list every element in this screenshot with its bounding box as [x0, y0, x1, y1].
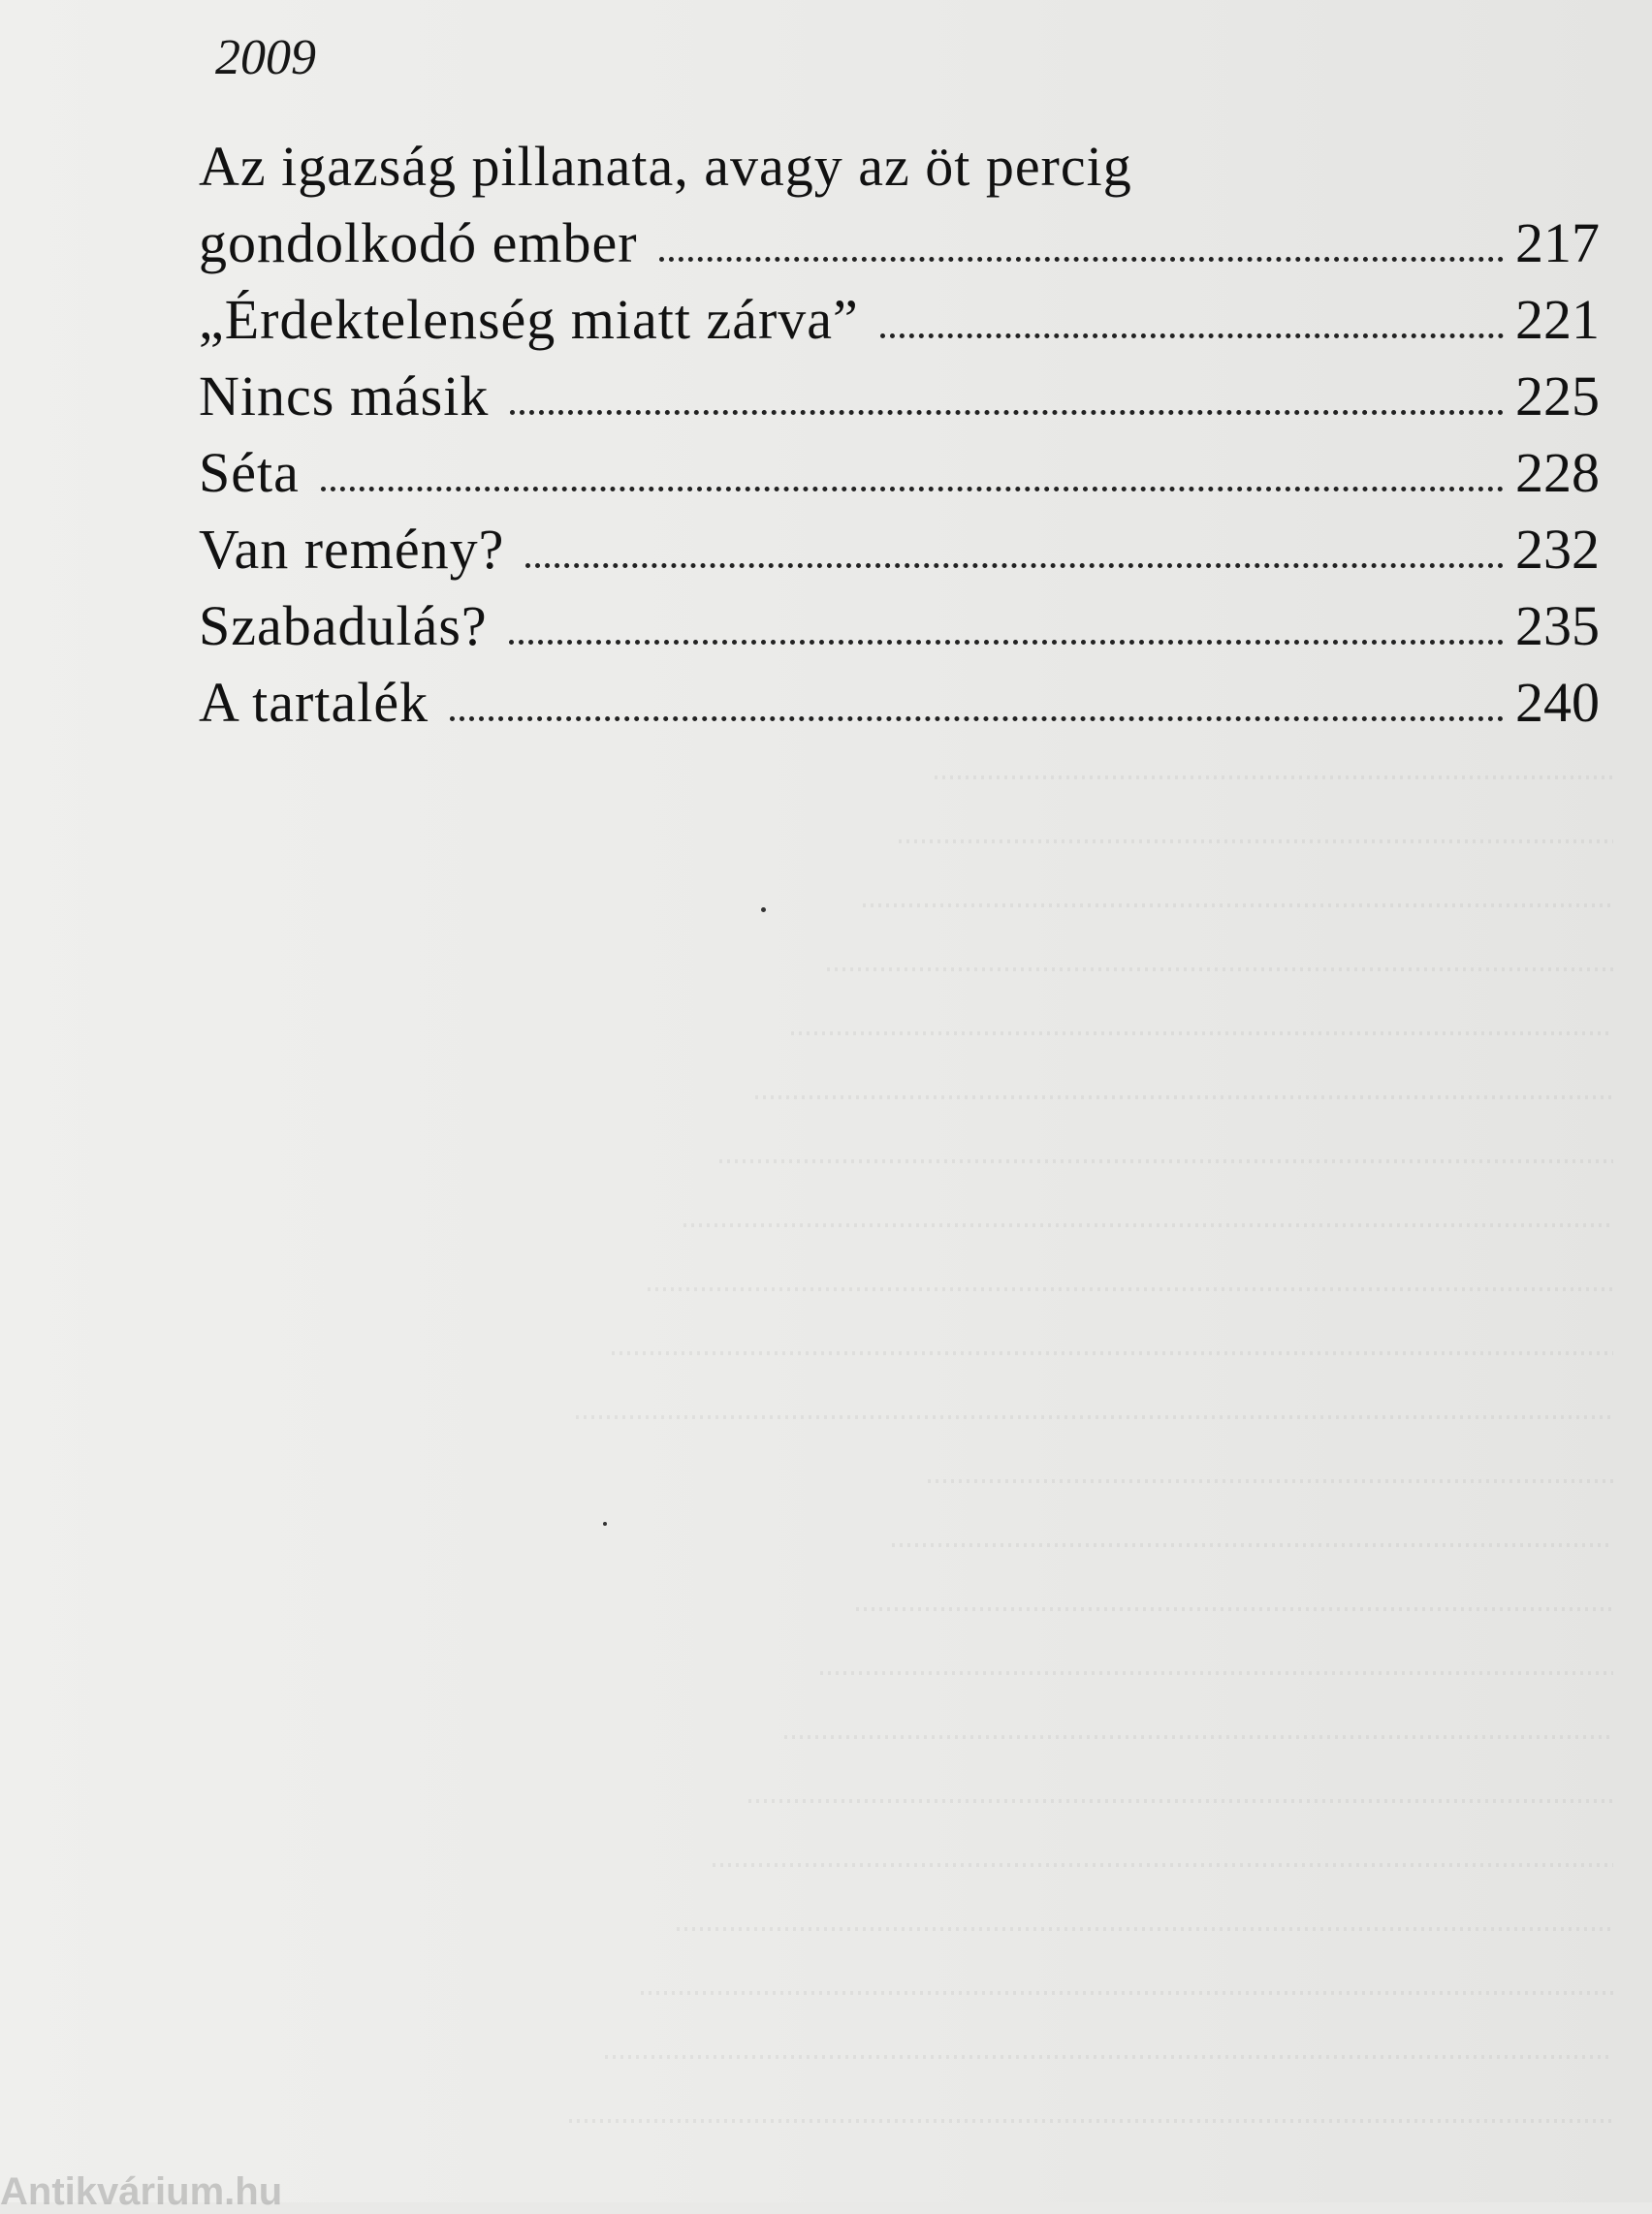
- bleed-through-line: [683, 1223, 1613, 1227]
- toc-entry: [199, 434, 1600, 511]
- bleed-through-line: [899, 839, 1613, 843]
- toc-page-number: 217: [1515, 211, 1600, 274]
- toc-page-number: 232: [1515, 518, 1600, 581]
- bleed-through-line: [748, 1799, 1613, 1803]
- bleed-through-line: [928, 1479, 1613, 1483]
- dot-leader: [450, 715, 1504, 721]
- toc-entry-title: gondolkodó ember: [199, 211, 638, 274]
- toc-entry-title: Van remény?: [199, 518, 505, 581]
- bleed-through-line: [713, 1863, 1613, 1867]
- toc-page-number: 228: [1515, 441, 1600, 504]
- toc-entry-title: A tartalék: [199, 671, 429, 734]
- bleed-through-line: [719, 1159, 1613, 1163]
- paper-speck: [603, 1522, 607, 1526]
- toc-entry: [199, 205, 1600, 281]
- toc-entry-title: „Érdektelenség miatt zárva”: [199, 288, 859, 351]
- toc-entry-title: Szabadulás?: [199, 594, 488, 657]
- dot-leader: [509, 639, 1504, 645]
- bleed-through-line: [827, 967, 1613, 971]
- dot-leader: [659, 256, 1504, 262]
- toc-entry-title: Az igazság pillanata, avagy az öt percig: [199, 135, 1132, 198]
- bleed-through-line: [648, 1287, 1613, 1291]
- bleed-through-line: [892, 1543, 1613, 1547]
- toc-page-number: 225: [1515, 364, 1600, 427]
- toc-entry: [199, 587, 1600, 664]
- table-of-contents: [199, 128, 1600, 741]
- bleed-through-line: [641, 1991, 1613, 1995]
- bleed-through-line: [856, 1607, 1613, 1611]
- bleed-through-line: [755, 1095, 1613, 1099]
- toc-entry: [199, 281, 1600, 358]
- toc-entry-line1: [199, 128, 1600, 205]
- section-year: 2009: [215, 30, 316, 85]
- bleed-through-line: [863, 903, 1613, 907]
- bleed-through-line: [820, 1671, 1613, 1675]
- watermark: Antikvárium.hu: [0, 2170, 283, 2213]
- bleed-through-line: [935, 775, 1613, 779]
- dot-leader: [880, 332, 1504, 338]
- bleed-through-line: [569, 2119, 1613, 2123]
- toc-entry-title: Nincs másik: [199, 364, 490, 427]
- bleed-through-line: [576, 1415, 1613, 1419]
- toc-page-number: 235: [1515, 594, 1600, 657]
- toc-entry: [199, 664, 1600, 741]
- toc-entry-title: Séta: [199, 441, 300, 504]
- paper-speck: [761, 907, 766, 912]
- bleed-through-line: [784, 1735, 1613, 1739]
- toc-page-number: 240: [1515, 671, 1600, 734]
- bleed-through-line: [677, 1927, 1613, 1931]
- bleed-through-line: [605, 2055, 1613, 2059]
- dot-leader: [525, 562, 1504, 568]
- toc-entry: [199, 358, 1600, 434]
- toc-entry: [199, 511, 1600, 587]
- dot-leader: [510, 409, 1504, 415]
- dot-leader: [321, 486, 1504, 491]
- toc-page-number: 221: [1515, 288, 1600, 351]
- bleed-through-line: [791, 1031, 1613, 1035]
- bleed-through-line: [612, 1351, 1613, 1355]
